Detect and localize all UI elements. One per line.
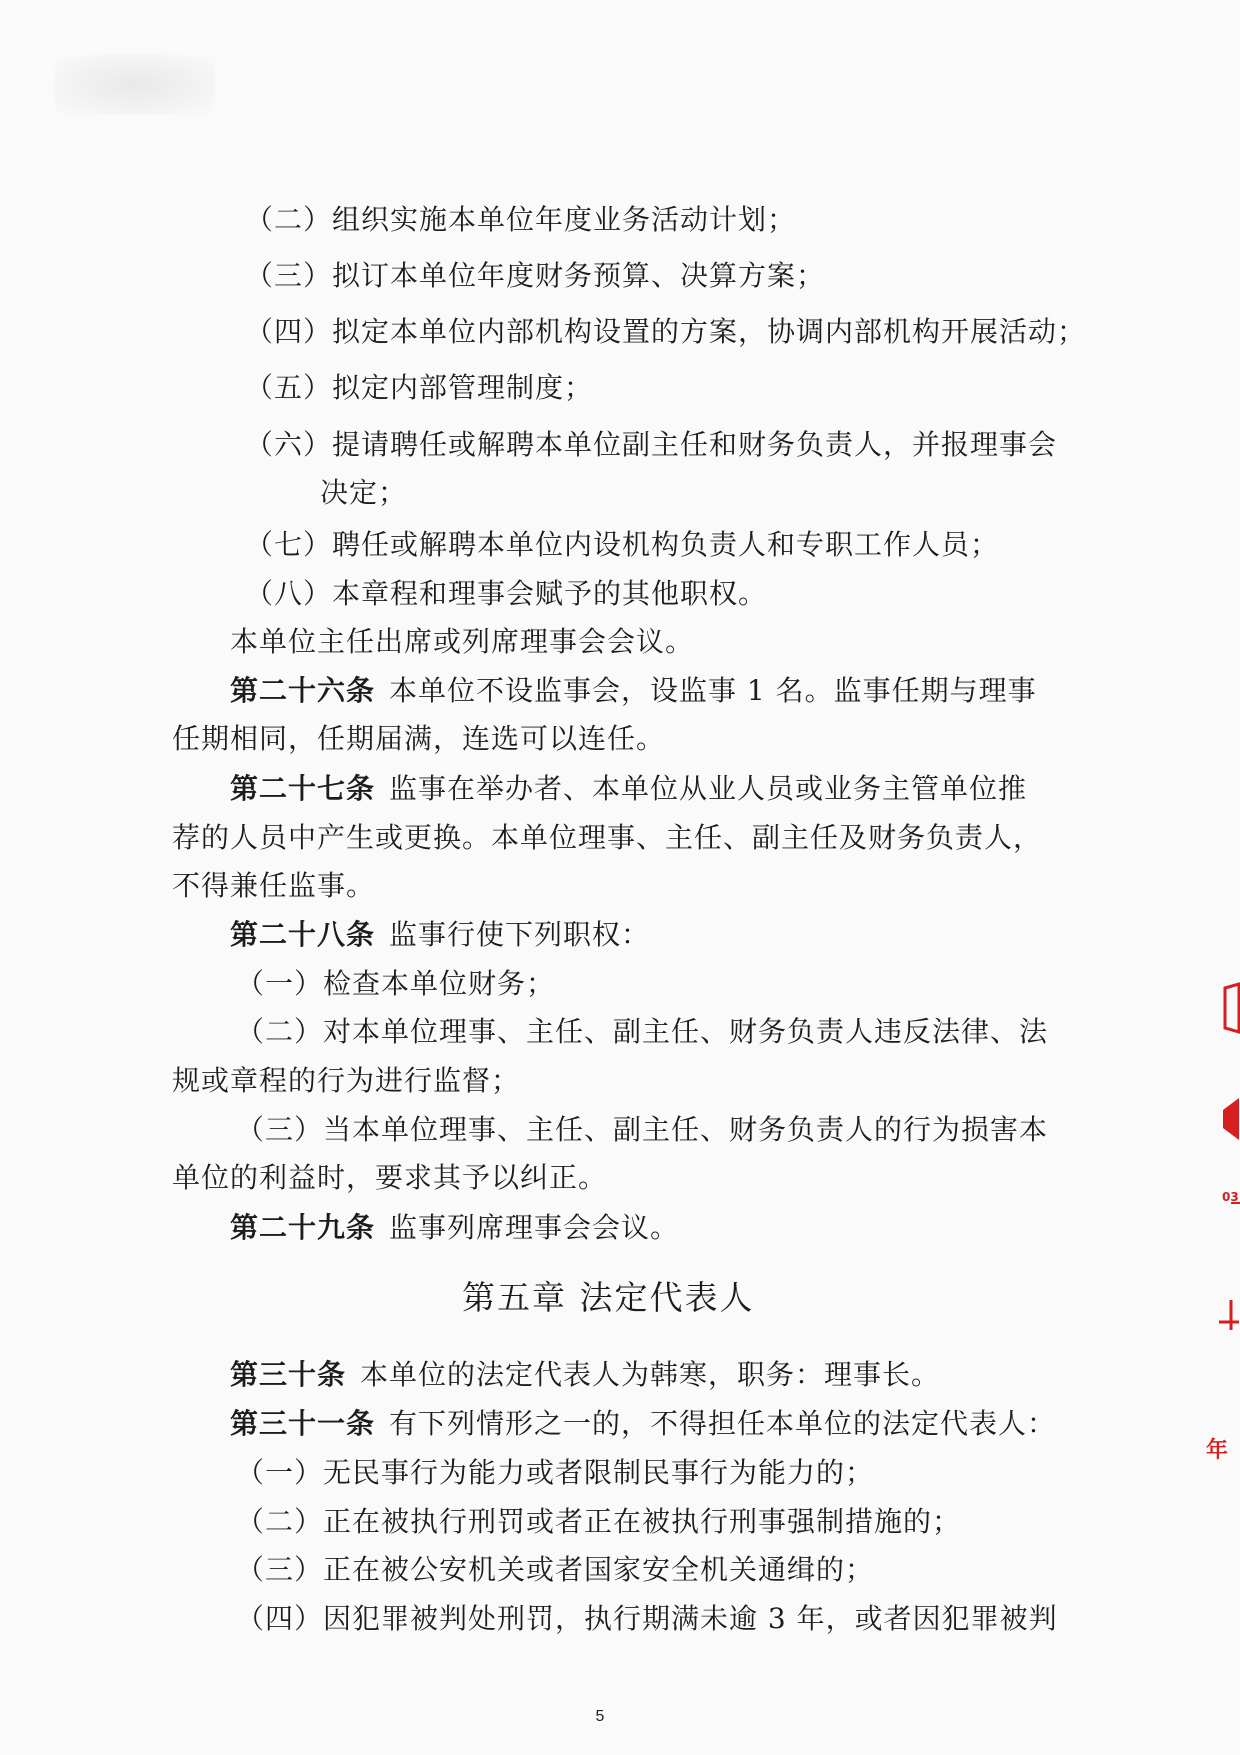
article-heading: 第二十六条 xyxy=(230,674,376,707)
seal-text-fragment: 03 xyxy=(1222,1190,1239,1204)
article-heading: 第三十一条 xyxy=(230,1407,376,1440)
article-paragraph: 第三十条 本单位的法定代表人为韩寒，职务：理事长。 xyxy=(230,1358,941,1391)
article-heading: 第二十九条 xyxy=(230,1211,376,1244)
text-line: （五）拟定内部管理制度； xyxy=(245,371,594,404)
text-line: （六）提请聘任或解聘本单位副主任和财务负责人，并报理事会 xyxy=(245,428,1058,461)
page-number: 5 xyxy=(595,1708,605,1725)
article-heading: 第二十七条 xyxy=(230,772,376,805)
text-line: 规或章程的行为进行监督； xyxy=(172,1064,521,1097)
text-line: （二）组织实施本单位年度业务活动计划； xyxy=(245,203,797,236)
chapter-heading: 第五章 法定代表人 xyxy=(462,1278,755,1317)
text-line: （三）正在被公安机关或者国家安全机关通缉的； xyxy=(236,1553,875,1586)
article-heading: 第三十条 xyxy=(230,1358,347,1391)
article-paragraph: 第三十一条 有下列情形之一的，不得担任本单位的法定代表人： xyxy=(230,1407,1057,1440)
article-paragraph: 第二十六条 本单位不设监事会，设监事 1 名。监事任期与理事 xyxy=(230,674,1037,707)
text-line: （二）对本单位理事、主任、副主任、财务负责人违反法律、法 xyxy=(236,1015,1049,1048)
text-line: 本单位主任出席或列席理事会会议。 xyxy=(230,625,695,658)
scan-smudge xyxy=(55,55,215,115)
article-paragraph: 第二十八条 监事行使下列职权： xyxy=(230,918,651,951)
text-line: （一）检查本单位财务； xyxy=(236,967,556,1000)
article-paragraph: 第二十九条 监事列席理事会会议。 xyxy=(230,1211,680,1244)
text-line: 荐的人员中产生或更换。本单位理事、主任、副主任及财务负责人， xyxy=(172,821,1043,854)
text-line: （七）聘任或解聘本单位内设机构负责人和专职工作人员； xyxy=(245,528,1000,561)
article-paragraph: 第二十七条 监事在举办者、本单位从业人员或业务主管单位推 xyxy=(230,772,1028,805)
text-line: 决定； xyxy=(320,476,408,509)
text-line: （三）拟订本单位年度财务预算、决算方案； xyxy=(245,259,826,292)
text-line: 任期相同，任期届满，连选可以连任。 xyxy=(172,722,666,755)
article-heading: 第二十八条 xyxy=(230,918,376,951)
text-line: （二）正在被执行刑罚或者正在被执行刑事强制措施的； xyxy=(236,1505,962,1538)
text-line: （八）本章程和理事会赋予的其他职权。 xyxy=(245,577,768,610)
text-line: 不得兼任监事。 xyxy=(172,869,376,902)
text-line: （四）拟定本单位内部机构设置的方案，协调内部机构开展活动； xyxy=(245,315,1087,348)
text-line: （四）因犯罪被判处刑罚，执行期满未逾 3 年，或者因犯罪被判 xyxy=(236,1602,1058,1635)
seal-text-fragment: 年 xyxy=(1206,1438,1229,1463)
text-line: （一）无民事行为能力或者限制民事行为能力的； xyxy=(236,1456,875,1489)
seal-fragment-icon xyxy=(1195,970,1240,1360)
text-line: 单位的利益时，要求其予以纠正。 xyxy=(172,1161,608,1194)
text-line: （三）当本单位理事、主任、副主任、财务负责人的行为损害本 xyxy=(236,1113,1049,1146)
